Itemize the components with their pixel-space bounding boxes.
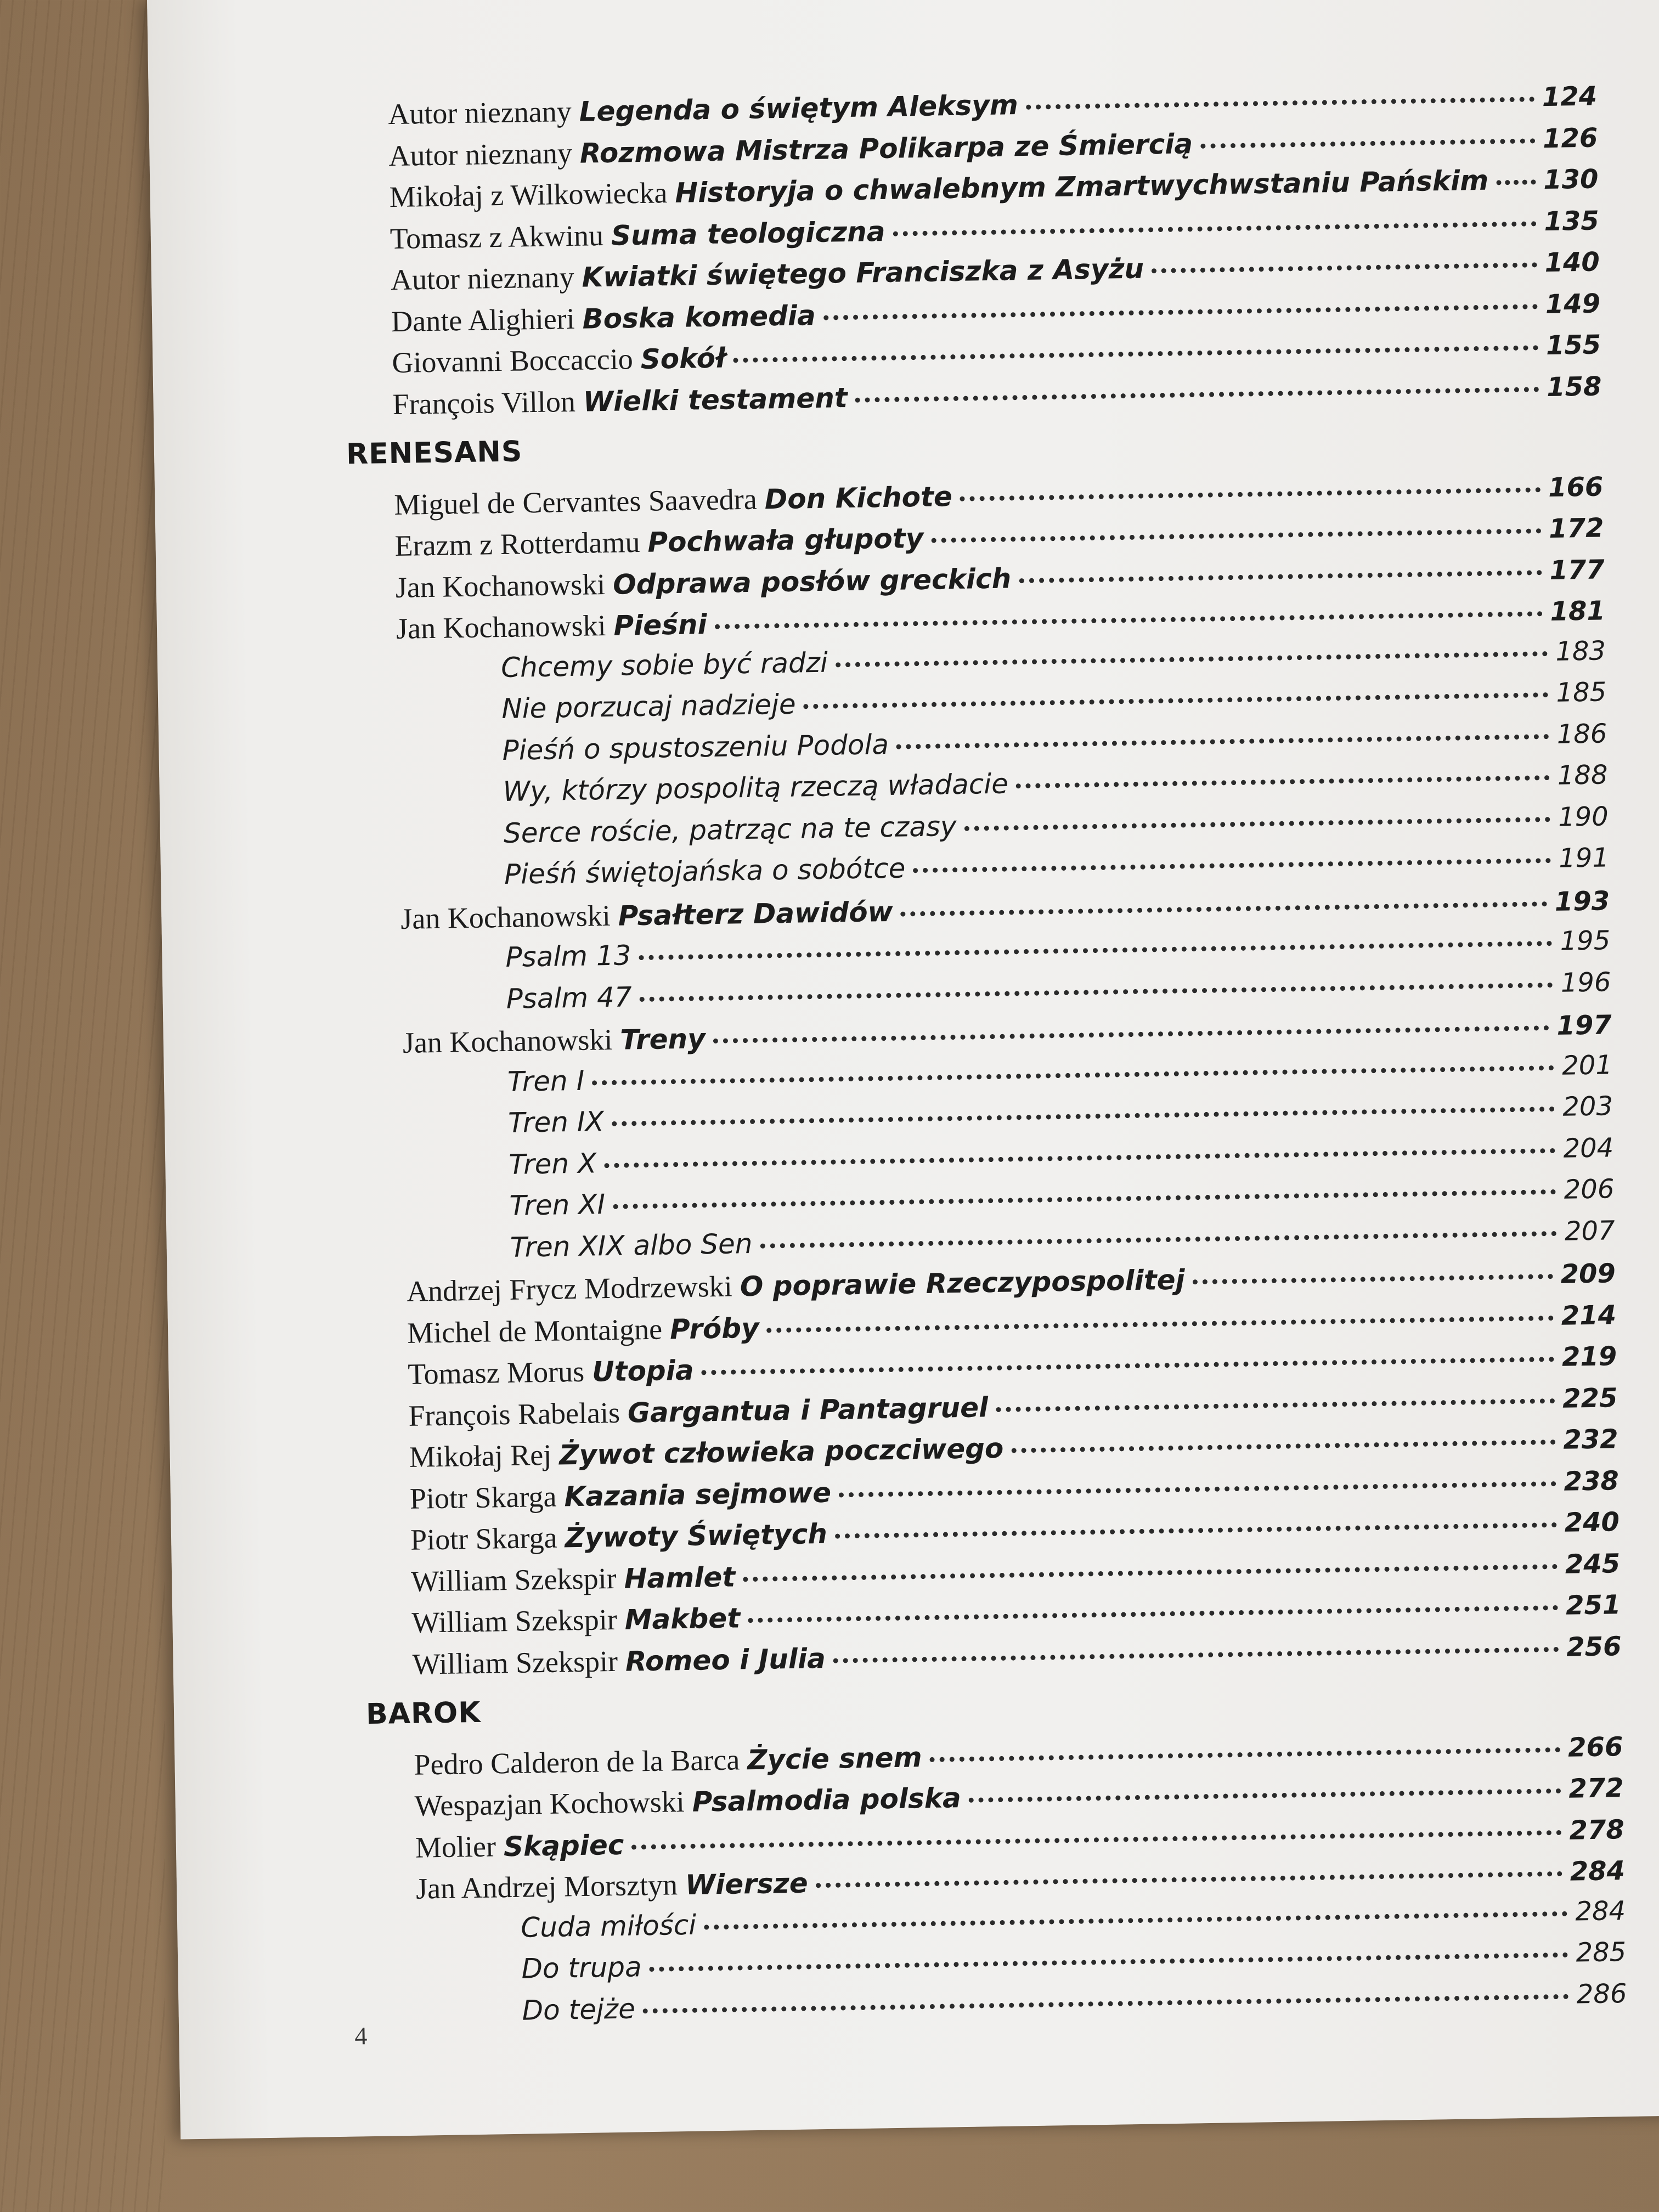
entry-title: Psałterz Dawidów — [618, 895, 894, 932]
entry-title: Wielki testament — [583, 381, 848, 418]
entry-page-number: 185 — [1556, 676, 1607, 708]
entry-author: Jan Kochanowski — [396, 609, 606, 646]
entry-page-number: 197 — [1556, 1009, 1612, 1041]
toc-subentry — [503, 758, 1608, 808]
section-heading: BAROK — [365, 1696, 482, 1731]
entry-page-number: 256 — [1566, 1630, 1622, 1663]
entry-author: Jan Kochanowski — [395, 567, 606, 604]
toc-subentry — [503, 800, 1609, 849]
entry-title: Cuda miłości — [520, 1909, 697, 1944]
dot-leader — [704, 1911, 1567, 1929]
toc-subentry — [521, 1894, 1626, 1944]
entry-author: Jan Kochanowski — [402, 1023, 613, 1059]
entry-page-number: 278 — [1569, 1814, 1625, 1846]
toc-subentry — [521, 1936, 1627, 1985]
dot-leader — [913, 858, 1551, 873]
entry-title: Żywot człowieka poczciwego — [558, 1432, 1004, 1471]
entry-title: Do tejże — [522, 1992, 636, 2027]
entry-title: Gargantua i Pantagruel — [627, 1391, 989, 1429]
entry-title: Sokół — [640, 342, 726, 375]
table-surface — [0, 0, 165, 2212]
entry-title: Wy, którzy pospolitą rzeczą władacie — [503, 768, 1009, 808]
dot-leader — [631, 1830, 1561, 1849]
dot-leader — [839, 1481, 1556, 1497]
dot-leader — [767, 1316, 1554, 1333]
dot-leader — [592, 1065, 1554, 1085]
entry-title: Kwiatki świętego Franciszka z Asyżu — [581, 252, 1144, 294]
dot-leader — [743, 1564, 1558, 1581]
toc-subentry — [507, 1048, 1613, 1098]
entry-page-number: 219 — [1561, 1341, 1617, 1373]
entry-page-number: 130 — [1543, 163, 1599, 196]
entry-page-number: 124 — [1542, 81, 1598, 113]
toc-subentry — [508, 1090, 1613, 1139]
dot-leader — [1016, 775, 1550, 788]
dot-leader — [604, 1148, 1555, 1167]
toc-subentry — [505, 924, 1611, 973]
entry-author: Michel de Montaigne — [407, 1312, 663, 1350]
entry-page-number: 214 — [1561, 1299, 1617, 1331]
entry-page-number: 193 — [1554, 885, 1610, 917]
entry-author: Dante Alighieri — [391, 302, 575, 338]
entry-title: Pieśń świętojańska o sobótce — [504, 852, 906, 890]
dot-leader — [833, 1646, 1559, 1663]
entry-page-number: 190 — [1558, 800, 1609, 833]
entry-author: Tomasz z Akwinu — [390, 218, 604, 255]
entry-author: Piotr Skarga — [410, 1521, 558, 1556]
entry-author: Tomasz Morus — [407, 1355, 585, 1391]
entry-page-number: 245 — [1565, 1548, 1621, 1580]
dot-leader — [733, 345, 1538, 363]
entry-page-number: 238 — [1564, 1465, 1620, 1497]
entry-title: Próby — [669, 1312, 759, 1345]
dot-leader — [969, 1788, 1561, 1803]
entry-title: Serce roście, patrząc na te czasy — [503, 810, 957, 849]
entry-author: Jan Kochanowski — [400, 899, 611, 935]
entry-page-number: 181 — [1550, 595, 1606, 627]
entry-author: Molier — [415, 1829, 496, 1864]
entry-title: Pochwała głupoty — [647, 522, 924, 558]
entry-page-number: 195 — [1560, 925, 1611, 957]
entry-author: Autor nieznany — [387, 94, 572, 131]
dot-leader — [612, 1107, 1555, 1126]
dot-leader — [715, 611, 1543, 629]
entry-page-number: 284 — [1570, 1855, 1626, 1887]
dot-leader — [964, 817, 1550, 831]
dot-leader — [896, 734, 1549, 749]
dot-leader — [650, 1953, 1568, 1972]
entry-title: Chcemy sobie być radzi — [500, 646, 828, 684]
entry-title: Tren I — [507, 1064, 585, 1098]
entry-title: Skąpiec — [503, 1829, 624, 1863]
entry-author: William Szekspir — [411, 1602, 618, 1639]
dot-leader — [640, 982, 1553, 1001]
dot-leader — [643, 1994, 1569, 2013]
dot-leader — [930, 1747, 1561, 1762]
entry-page-number: 207 — [1564, 1215, 1615, 1247]
entry-title: Makbet — [624, 1602, 741, 1636]
entry-page-number: 225 — [1562, 1382, 1618, 1414]
entry-title: Psalmodia polska — [692, 1782, 962, 1818]
entry-author: Jan Andrzej Morsztyn — [415, 1868, 678, 1905]
entry-page-number: 203 — [1562, 1091, 1613, 1122]
entry-title: Nie porzucaj nadzieje — [501, 688, 797, 725]
toc-subentry — [501, 634, 1606, 684]
entry-title: Tren X — [508, 1147, 597, 1181]
toc-subentry — [509, 1131, 1614, 1181]
toc-subentry — [504, 841, 1610, 890]
entry-title: Historyja o chwalebnym Zmartwychwstaniu Pańskim — [674, 164, 1489, 209]
entry-title: Boska komedia — [582, 299, 816, 335]
entry-page-number: 186 — [1556, 718, 1607, 750]
entry-title: Treny — [619, 1023, 706, 1056]
entry-author: François Rabelais — [408, 1396, 620, 1432]
entry-author: Miguel de Cervantes Saavedra — [394, 482, 758, 521]
dot-leader — [823, 304, 1538, 320]
entry-page-number: 155 — [1545, 329, 1601, 362]
dot-leader — [996, 1398, 1555, 1412]
dot-leader — [748, 1605, 1558, 1623]
page-number-folio: 4 — [354, 2022, 368, 2050]
entry-page-number: 232 — [1562, 1424, 1618, 1455]
entry-title: Odprawa posłów greckich — [612, 562, 1012, 601]
entry-page-number: 149 — [1545, 287, 1601, 320]
entry-title: Rozmowa Mistrza Polikarpa ze Śmiercią — [579, 127, 1193, 170]
entry-author: Mikołaj z Wilkowiecka — [389, 176, 668, 214]
entry-title: Żywoty Świętych — [565, 1517, 828, 1554]
entry-page-number: 158 — [1546, 370, 1602, 403]
entry-page-number: 188 — [1557, 759, 1608, 791]
entry-page-number: 209 — [1560, 1258, 1616, 1290]
entry-author: William Szekspir — [410, 1561, 617, 1598]
dot-leader — [702, 1357, 1555, 1375]
entry-page-number: 191 — [1558, 842, 1610, 874]
entry-title: Pieśń o spustoszeniu Podola — [502, 728, 889, 766]
entry-title: Życie snem — [747, 1741, 923, 1776]
entry-title: Tren XI — [509, 1188, 606, 1222]
entry-title: Legenda o świętym Aleksym — [579, 89, 1019, 128]
dot-leader — [960, 487, 1541, 501]
dot-leader — [760, 1231, 1557, 1248]
entry-page-number: 251 — [1565, 1589, 1621, 1621]
entry-title: Wiersze — [685, 1867, 809, 1901]
toc-subentry — [506, 966, 1611, 1015]
entry-page-number: 172 — [1548, 512, 1604, 544]
entry-author: William Szekspir — [412, 1644, 618, 1681]
entry-page-number: 284 — [1575, 1895, 1626, 1927]
dot-leader — [613, 1189, 1556, 1209]
entry-author: Piotr Skarga — [409, 1480, 557, 1515]
entry-title: Kazania sejmowe — [563, 1476, 832, 1513]
dot-leader — [1019, 570, 1542, 583]
entry-author: Giovanni Boccaccio — [391, 342, 634, 380]
dot-leader — [1200, 138, 1535, 149]
entry-title: Tren XIX albo Sen — [510, 1227, 753, 1263]
entry-page-number: 240 — [1564, 1506, 1620, 1538]
toc-subentry — [501, 675, 1607, 725]
entry-title: Hamlet — [624, 1561, 736, 1595]
entry-title: Do trupa — [521, 1951, 642, 1985]
book-page — [147, 0, 1659, 2140]
entry-page-number: 126 — [1542, 122, 1598, 154]
entry-page-number: 166 — [1548, 471, 1604, 503]
dot-leader — [804, 692, 1549, 709]
entry-page-number: 272 — [1568, 1773, 1624, 1804]
entry-author: Mikołaj Rej — [409, 1438, 552, 1474]
entry-author: Autor nieznany — [390, 260, 574, 297]
toc-subentry — [522, 1977, 1627, 2027]
entry-title: O poprawie Rzeczypospolitej — [740, 1263, 1186, 1303]
dot-leader — [1026, 97, 1534, 110]
dot-leader — [893, 221, 1536, 236]
toc-subentry — [502, 717, 1607, 766]
entry-author: Autor nieznany — [388, 136, 573, 172]
dot-leader — [836, 651, 1548, 667]
entry-page-number: 140 — [1544, 246, 1600, 279]
entry-page-number: 204 — [1563, 1132, 1614, 1164]
toc-subentry — [510, 1214, 1615, 1263]
entry-author: Wespazjan Kochowski — [414, 1785, 685, 1822]
dot-leader — [1193, 1274, 1553, 1284]
entry-page-number: 177 — [1549, 554, 1605, 586]
entry-title: Utopia — [591, 1354, 695, 1388]
entry-title: Psalm 47 — [506, 980, 633, 1015]
dot-leader — [1496, 179, 1536, 185]
entry-title: Don Kichote — [764, 480, 953, 515]
entry-title: Psalm 13 — [505, 939, 631, 973]
dot-leader — [1011, 1440, 1555, 1453]
entry-title: Tren IX — [507, 1105, 605, 1139]
toc-subentry — [509, 1172, 1615, 1222]
entry-page-number: 206 — [1564, 1173, 1615, 1205]
entry-title: Pieśni — [613, 608, 708, 642]
dot-leader — [835, 1522, 1557, 1539]
entry-page-number: 183 — [1555, 635, 1606, 667]
dot-leader — [901, 901, 1547, 917]
entry-page-number: 135 — [1544, 205, 1600, 237]
entry-author: Erazm z Rotterdamu — [394, 526, 640, 563]
entry-page-number: 286 — [1576, 1978, 1627, 2010]
entry-page-number: 266 — [1567, 1731, 1623, 1763]
entry-title: Suma teologiczna — [611, 215, 885, 252]
entry-title: Romeo i Julia — [625, 1642, 826, 1678]
dot-leader — [639, 941, 1552, 960]
dot-leader — [713, 1025, 1549, 1043]
entry-author: François Villon — [392, 385, 576, 421]
dot-leader — [816, 1871, 1562, 1888]
entry-page-number: 201 — [1561, 1049, 1613, 1081]
entry-page-number: 196 — [1560, 966, 1611, 998]
entry-page-number: 285 — [1576, 1937, 1627, 1968]
dot-leader — [1152, 262, 1537, 273]
entry-author: Andrzej Frycz Modrzewski — [406, 1269, 733, 1308]
entry-author: Pedro Calderon de la Barca — [414, 1742, 740, 1781]
section-heading: RENESANS — [346, 435, 523, 471]
dot-leader — [931, 528, 1541, 543]
dot-leader — [855, 387, 1539, 403]
